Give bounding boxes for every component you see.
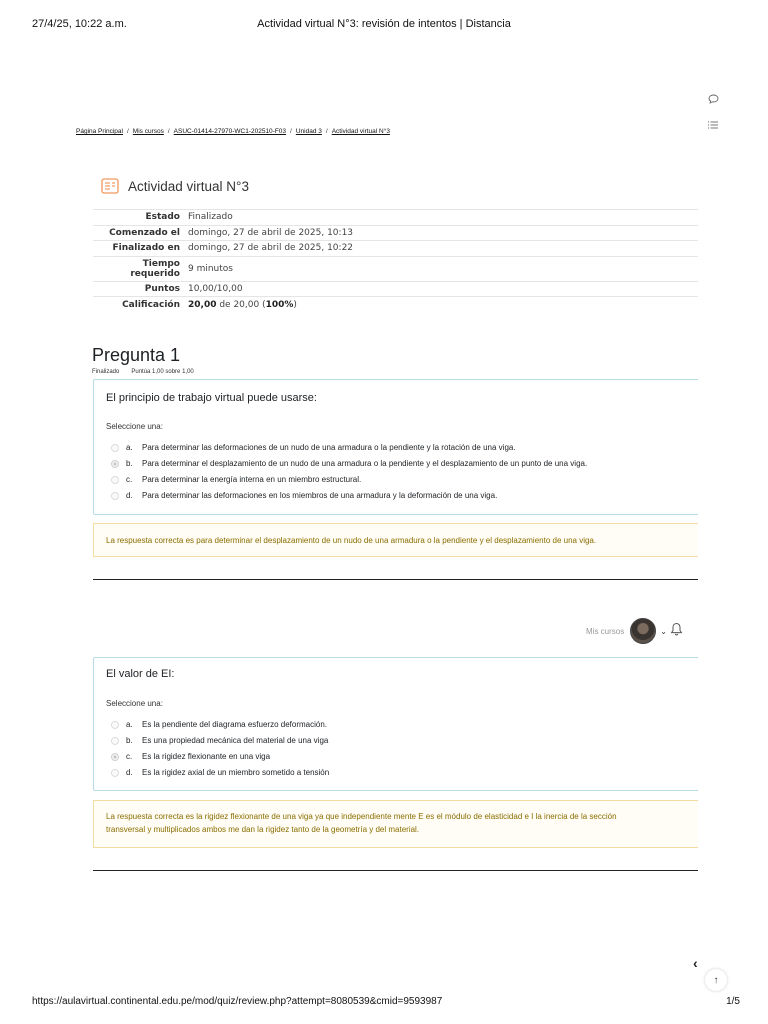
quiz-header	[101, 178, 249, 194]
back-to-top-button[interactable]: ↑	[705, 969, 727, 991]
answer-option-a[interactable]	[111, 443, 516, 452]
radio-button[interactable]	[111, 769, 119, 777]
radio-button-selected[interactable]	[111, 460, 119, 468]
summary-value: 9 minutos	[188, 263, 233, 274]
radio-button[interactable]	[111, 444, 119, 452]
summary-value: domingo, 27 de abril de 2025, 10:13	[188, 227, 354, 238]
grade-percent: 100%	[265, 299, 294, 310]
answer-option-d[interactable]	[111, 768, 329, 777]
question-2-feedback	[93, 800, 698, 848]
grade-of: de 20,00 (	[219, 299, 266, 310]
summary-label: Estado	[145, 212, 180, 223]
radio-button[interactable]	[111, 476, 119, 484]
summary-label: Tiempo requerido	[130, 258, 180, 279]
option-letter: b.	[126, 736, 133, 745]
answer-option-b[interactable]	[111, 459, 587, 468]
summary-label: Puntos	[144, 284, 180, 295]
summary-row-grade	[93, 297, 698, 313]
question-text: El valor de EI:	[106, 668, 175, 680]
page-title: Actividad virtual N°3	[128, 178, 249, 194]
option-text: Es la rigidez axial de un miembro sometido a tensión	[142, 768, 330, 777]
summary-row	[93, 210, 698, 226]
summary-row	[93, 281, 698, 297]
grade-score: 20,00	[188, 299, 217, 310]
radio-button[interactable]	[111, 737, 119, 745]
question-prompt: Seleccione una:	[106, 699, 163, 708]
breadcrumb-separator: /	[290, 128, 292, 135]
attempt-summary-table	[93, 209, 698, 312]
summary-label: Finalizado en	[112, 243, 180, 254]
option-letter: c.	[126, 475, 133, 484]
my-courses-link[interactable]: Mis cursos	[586, 626, 625, 636]
quiz-icon	[101, 178, 119, 194]
question-mark: Puntúa 1,00 sobre 1,00	[131, 369, 194, 375]
breadcrumb-separator: /	[126, 128, 129, 135]
answer-option-d[interactable]	[111, 491, 497, 500]
question-2-box	[93, 657, 698, 791]
question-1-box	[93, 379, 698, 515]
answer-option-a[interactable]	[111, 720, 327, 729]
radio-button[interactable]	[111, 721, 119, 729]
summary-row	[93, 256, 698, 281]
option-letter: d.	[126, 491, 133, 500]
breadcrumb-separator: /	[325, 128, 328, 135]
breadcrumb-course[interactable]: ASUC-01414-27970-WC1-202510-F03	[173, 128, 287, 135]
list-index-icon[interactable]	[706, 119, 720, 131]
question-info	[92, 369, 206, 375]
summary-label: Calificación	[122, 299, 180, 310]
question-state: Finalizado	[92, 369, 120, 375]
breadcrumb-activity[interactable]: Actividad virtual N°3	[331, 128, 390, 135]
grade-close: )	[293, 299, 297, 310]
option-text: Es la rigidez flexionante en una viga	[142, 752, 271, 761]
summary-value: domingo, 27 de abril de 2025, 10:22	[188, 243, 354, 254]
breadcrumb-separator: /	[167, 128, 170, 135]
breadcrumb	[76, 128, 390, 135]
question-number: Pregunta 1	[92, 345, 181, 365]
answer-option-b[interactable]	[111, 736, 328, 745]
avatar[interactable]	[630, 618, 656, 644]
answer-option-c[interactable]	[111, 752, 270, 761]
chevron-left-icon[interactable]: ‹	[693, 955, 698, 971]
summary-label: Comenzado el	[109, 227, 180, 238]
option-text: Para determinar las deformaciones de un nudo de una armadura o la pendiente y la rotación de una viga.	[142, 443, 516, 452]
question-prompt: Seleccione una:	[106, 422, 163, 431]
option-text: Para determinar el desplazamiento de un nudo de una armadura o la pendiente y el desplazamiento de un punto de una viga.	[142, 459, 588, 468]
page-divider	[93, 579, 698, 580]
summary-grade-value	[186, 297, 698, 313]
radio-button[interactable]	[111, 492, 119, 500]
feedback-text-line2: transversal y multiplicados ambos me dan la rigidez tanto de la geometría y del material.	[106, 825, 420, 834]
option-letter: a.	[126, 443, 133, 452]
print-url: https://aulavirtual.continental.edu.pe/mod/quiz/review.php?attempt=8080539&cmid=9593987	[32, 996, 443, 1007]
question-1-feedback	[93, 523, 698, 557]
print-date: 27/4/25, 10:22 a.m.	[32, 18, 127, 30]
user-topbar	[586, 618, 683, 644]
print-footer	[32, 996, 740, 1010]
question-text: El principio de trabajo virtual puede usarse:	[106, 392, 317, 404]
option-text: Para determinar la energía interna en un miembro estructural.	[142, 475, 362, 484]
breadcrumb-unit[interactable]: Unidad 3	[295, 128, 322, 135]
radio-button-selected[interactable]	[111, 753, 119, 761]
answer-option-c[interactable]	[111, 475, 361, 484]
print-page-number: 1/5	[726, 996, 740, 1007]
option-text: Es una propiedad mecánica del material de una viga	[142, 736, 329, 745]
summary-row	[93, 241, 698, 257]
bell-icon[interactable]	[670, 622, 683, 641]
option-letter: b.	[126, 459, 133, 468]
feedback-text: La respuesta correcta es para determinar el desplazamiento de un nudo de una armadura o la pendiente y el desplazamiento de una viga.	[106, 536, 597, 545]
option-letter: d.	[126, 768, 133, 777]
summary-value: 10,00/10,00	[188, 284, 243, 295]
option-letter: c.	[126, 752, 133, 761]
feedback-text-line1: La respuesta correcta es la rigidez flexionante de una viga ya que independiente mente E es el módulo de elasticidad e I la inercia de la sección	[106, 812, 617, 821]
option-letter: a.	[126, 720, 133, 729]
chat-icon[interactable]	[706, 93, 720, 105]
option-text: Para determinar las deformaciones en los miembros de una armadura y la deformación de una viga.	[142, 491, 498, 500]
page-divider	[93, 870, 698, 871]
breadcrumb-my-courses[interactable]: Mis cursos	[132, 128, 164, 135]
print-title: Actividad virtual N°3: revisión de intentos | Distancia	[257, 18, 511, 30]
breadcrumb-home[interactable]: Página Principal	[76, 128, 123, 135]
print-header	[32, 18, 736, 32]
summary-value: Finalizado	[188, 212, 233, 223]
chevron-down-icon[interactable]: ⌄	[660, 626, 667, 636]
option-text: Es la pendiente del diagrama esfuerzo deformación.	[142, 720, 327, 729]
summary-row	[93, 225, 698, 241]
